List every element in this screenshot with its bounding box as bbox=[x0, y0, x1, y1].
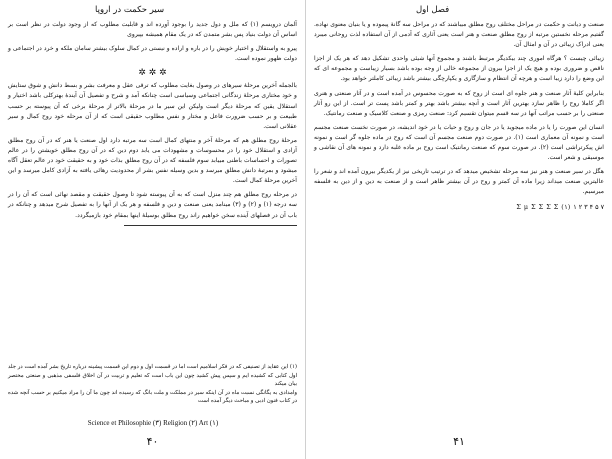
paragraph: بنابراین کلیهٔ آثار صنعت و هنر جلوه ای است از روح که به صورت محسوس در آمده است و در آثار صنعتی و هنری اگر کاملا روح را ظاهر سازد بهترین آثار است و آنچه بیشتر باشد بهتر و کمتر باشد پست تر است. از این رو آثار صنعتی را بر حسب مراتب آنها در سه قسم میتوان تقسیم کرد: صنعت رمزی و صنعت کلاسیک و صنعت رمانتیک. bbox=[314, 89, 604, 117]
right-body-text bbox=[314, 20, 604, 212]
paragraph: بالجمله آخرین مرحلهٔ سیرهای در وصول بغایت مطلوب که ترقی عقل و معرفت بشر و بسط دانش و شوق ستایش و خود مختاری مرحلهٔ زندگانی اجتماعی وسیاسی است چنانکه آمد و شرح و تفصیل آن آیندهٔ بهترکلی باشد اختیار و استقلال یقین که مرحلهٔ دیگر است ولیکن این سیر ما در مرحلهٔ بالاتر از مرحلهٔ برخی که آن پیوسته بر حسب طبیعت و بر حسب ضرورت فاعل و مختار و نفس مطلوب حقیقی است که از آن مرحله خود روح کمال و سیر عقلانی است. bbox=[8, 82, 297, 130]
page-number-right: ۴۱ bbox=[453, 435, 465, 448]
footnote: (۱) این عقاید از تصنیفی که در فکر اسلامیم است اما در قسمت اول و دوم این قسمت پیشینه درباره تاریخ بشر آمده است در جلد اول کتابی که کشیده ایم و سپس پیش کشید چون این باب است که تعلیم و تربیت در آن اخلاق فلسفی مذهبی و صنعتی مختصر بیان میکند bbox=[8, 364, 297, 388]
handwritten-math-line: Σ μ Σ Σ Σ Σ (۱) ۱ ۲ ۳ ۴ ۵ ۷ bbox=[516, 202, 604, 211]
paragraph: پیرو به واستقلال و اختیار خویش را در باره و اراده و نیستی در کمال سلوک بیشتر سامان ملکه و خرد در اجتماعی و دولت ظهور نموده است. bbox=[8, 45, 297, 63]
paragraph: زیبائی چیست ؟ هرگاه اموری چند بیکدیگر مرتبط باشند و مجموع آنها شیئی واحدی تشکیل دهد که هر یک از اجزا ناقص و ضروری بوده و هیچ یک از اجزا بیرون از مجموعه خالی از وجه بوده باشد بسیار زیباست و مجموعه ای که این وضع را دارد زیبا است و هرچه آن انتظام و سازگاری و یکپارچگی بیشتر باشد زیبائی کاملتر خواهد بود. bbox=[314, 55, 604, 83]
paragraph: صنعت و دیانت و حکمت در مراحل مختلف روح مطلق میباشند که در مراحل سه گانهٔ پیموده و یا بنیان معنوی نهاده. گفتیم مرحله نخستین مرتبه از روح مطلق صنعت و هنر است یعنی آثاری که آدمی از آن استفاده لذت روحانی میبرد یعنی ادراک زیبائی در آن و امثال آن. bbox=[314, 21, 604, 49]
footnote-rule bbox=[124, 225, 297, 226]
running-header-left: سیر حکمت در اروپا bbox=[95, 5, 165, 15]
right-page bbox=[306, 0, 612, 459]
paragraph: مرحلهٔ روح مطلق هم که مرحلهٔ آخر و منتهای کمال است سه مرتبه دارد اول صنعت یا هنر که در آن روح مطلق آزادی و استقلال خود را در محسوسات و مشهودات می یابد دوم دین که در آن روح مطلق خویشتن را در عالم تصورات و احساسات باطنی مییابد سوم فلسفه که در آن روح مطلق بذات خود و به حقیقت خود در عالم تعقل آگاه میشود و بمرتبهٔ دانش مطلق میرسد و بدین وسیله نفس بشر از محدودیت رهائی یافته به آزادی کامل میرسد و این آخرین مرحلهٔ کمال است. bbox=[8, 136, 297, 185]
footnotes bbox=[8, 363, 297, 406]
footnote-latin-terms: Science et Philosophie (۳) Religion (۲) Art (۱) bbox=[87, 419, 219, 427]
footnote: وامدادی به یگانگی نسبت ماه در آن اینکه سیر در مملکت و ملت بانگ که رسیده اند چون ما آن را مراد میکنیم بر حسب آنچه شده در کتاب فنون ادبی و مباحث دیگر آمده است bbox=[8, 389, 297, 405]
section-divider-stars: ✲ ✲ ✲ bbox=[138, 68, 167, 79]
paragraph: در مرحله روح مطلق هم چند منزل است که به آن پیوسته شود تا وصول حقیقت و مقصد نهائی است که آن را در سه درجه (۱) و (۲) و (۳) مینامد یعنی صنعت و دین و فلسفه و هر یک از آنها را به تفصیل شرح میدهد و چنانکه در باب آن در فصلهای آینده سخن خواهیم راند روح مطلق بوسیلهٔ اینها بمقام خود بازمیگردد. bbox=[8, 191, 297, 219]
paragraph: انسان این صورت را یا در ماده میجوید یا در جان و روح و حیات یا در خود اندیشه، در صورت نخست صنعت مجسم است و نمونه آن معماری است (۱). در صورت دوم صنعت مجسم آن است که روح در ماده جلوه گر است و نمونه اش پیکرتراشی است (۲). در صورت سوم که صنعت رمانتیک است روح بر ماده غلبه دارد و نمونه های آن نقاشی و موسیقی و شعر است. bbox=[314, 123, 604, 162]
running-header-right: فصل اول bbox=[416, 5, 450, 15]
paragraph: هگل در سیر صنعت و هنر نیز سه مرحله تشخیص میدهد که در ترتیب تاریخی نیز از یکدیگر بیرون آمده اند و شعر را عالیترین صنعت میداند زیرا ماده آن کمتر و روح در آن بیشتر ظاهر است و از صنعت به دین و از دین به فلسفه میرسیم. bbox=[314, 168, 604, 196]
page-number-left: ۴۰ bbox=[146, 435, 159, 448]
left-body-text bbox=[8, 20, 297, 229]
paragraph: آلمان درویسم (۱) که ملل و دول جدید را بوجود آورده اند و قابلیت مطلوب که از وجود دولت در نظر است بر اساس آن دولت بنیاد پس بشر متمدن که در یک مقام همیشه بپیروی bbox=[8, 21, 297, 39]
